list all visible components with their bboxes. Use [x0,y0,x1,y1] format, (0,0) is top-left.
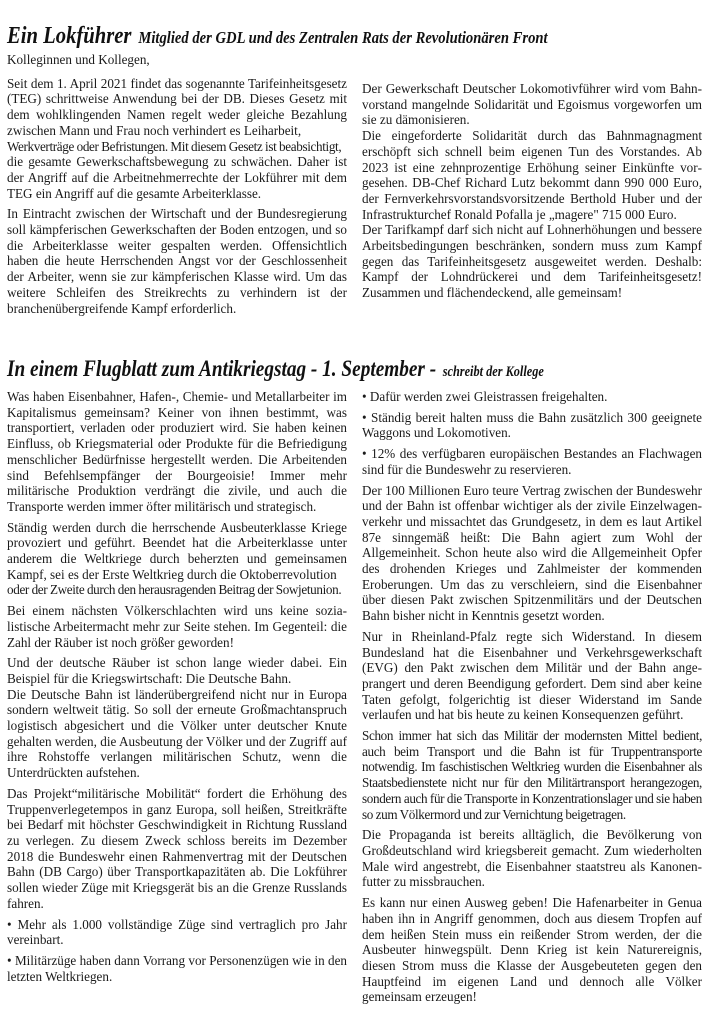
article-2-paragraph: oder der Zweite durch den herausragenden Beitrag der Sowjetunion. [7,582,342,598]
article-2-paragraph: Was haben Eisenbahner, Hafen-, Chemie- und Metallarbeiter im Kapitalismus gemeinsam? Keiner von ihnen bestimmt, was transportiert, verladen oder produziert wird. Sie haben keinen Einfluss, ob Kriegsmaterial oder Produkte für die Befriedigung menschlicher Bedürfnisse hergestellt werden. Die Arbeitenden sind Befehlsempfänger der Bourgeoisie! Immer mehr militärische Produktion verdrängt die zivile, und auch die Transporte werden immer öfter militärisch und strategisch. [7,389,347,514]
article-2-bullet-item: • Mehr als 1.000 vollständige Züge sind vertraglich pro Jahr vereinbart. [7,916,347,948]
article-2-left-column [7,389,347,989]
article-2-right-column [362,389,702,1010]
article-2-paragraph: Bei einem nächsten Völkerschlachten wird uns keine sozialistische Arbeitermacht mehr zur Seite stehen. Im Gegenteil: die Zahl der Räuber ist noch größer geworden! [7,603,347,650]
article-1-headline-subtitle: Mitglied der GDL und des Zentralen Rats der Revolutionären Front [138,28,548,47]
article-2-headline [7,347,544,384]
article-2-paragraph: Und der deutsche Räuber ist schon lange wieder dabei. Ein Beispiel für die Kriegswirtschaft: Die Deutsche Bahn. [7,655,347,686]
article-2-bullet-item: • Dafür werden zwei Gleistrassen freigehalten. [362,389,608,404]
article-2-bullet-item: • 12% des verfügbaren europäischen Bestandes an Flachwagen sind für die Bundeswehr zu reservieren. [362,446,702,477]
article-2-headline-main: In einem Flugblatt zum Antikriegstag - 1. September - [7,356,437,382]
article-2-paragraph: Der 100 Millionen Euro teure Vertrag zwischen der Bundeswehr und der Bahn ist offenbar wichtiger als der zivile Einzelwagenverkehr und missachtet das Grundgesetz, in dem es laut Artikel 87e sinngemäß heißt: Die Bahn agiert zum Wohl der Allgemeinheit. Schon heute also wird die Allgemeinheit Opfer des drohenden Krieges und Zahlmeister der kommenden Eroberungen. Um das zu verschleiern, sind die Eisenbahner über diesen Pakt zwischen Spitzenmilitärs und der Deutschen Bahn bisher nicht in Kenntnis gesetzt worden. [362,482,702,624]
article-2-headline-subtitle: schreibt der Kollege [442,364,544,380]
article-1-paragraph: Der Tarifkampf darf sich nicht auf Lohnerhöhungen und bessere Arbeitsbedingungen beschränken, sondern muss zum Kampf gegen das Tarifeinheitsgesetz ausgeweitet werden. Deshalb: Kampf der Lohndrückerei und dem Tarifeinheitsgesetz! Zusammen und flächendeckend, alle gemeinsam! [362,222,702,301]
article-2-paragraph: Es kann nur einen Ausweg geben! Die Hafenarbeiter in Genua haben ihn in Angriff genommen, doch aus diesem Tropfen auf dem heißen Stein muss ein reißender Strom werden, der die Ausbeuter hinwegspült. Denn Krieg ist kein Naturereignis, diesen Strom muss die Klasse der Ausgebeuteten gegen den Hauptfeind im eigenen Land und dennoch alle Völker gemeinsam erzeugen! [362,895,702,1005]
article-1-left-column [7,52,347,321]
article-1-paragraph: die gesamte Gewerkschaftsbewegung zu schwächen. Daher ist der Angriff auf die Arbeitnehmerrechte der Lokführer mit dem TEG ein Angriff auf die gesamte Arbeiterklasse. [7,154,347,201]
article-2-bullet-item: • Ständig bereit halten muss die Bahn zusätzlich 300 geeignete Waggons und Lokomotiven. [362,409,702,441]
article-1-paragraph: Die eingeforderte Solidarität durch das Bahnmagnagment erschöpft sich schnell beim eigenen Tun des Vorstandes. Ab 2023 ist eine zehnprozentige Erhöhung seiner Einkünfte vorgesehen. DB-Chef Richard Lutz bekommt dann 990 000 Euro, der Fernverkehrsvorstandsvorsitzende Berthold Huber und der Infrastrukturchef Ronald Pofalla je „magere" 715 000 Euro. [362,128,702,222]
article-2-paragraph: Das Projekt“militärische Mobilität“ fordert die Erhöhung des Truppenverlegetempos in ganz Europa, soll heißen, Streitkräfte bei Bedarf mit höchster Geschwindigkeit in Richtung Russland zu verlegen. Zu diesem Zweck schloss bereits im Dezember 2018 die Bundeswehr einen Rahmenvertrag mit der Deutschen Bahn (DB Cargo) über Transportkapazitäten ab. Die Lokführer sollen wieder Züge mit Kriegsgerät bis an die Grenze Russlands fahren. [7,785,347,911]
article-2-paragraph: Ständig werden durch die herrschende Ausbeuterklasse Kriege provoziert und geführt. Beendet hat die Arbeiterklasse unter anderem die Weltkriege durch beherzten und gemeinsamen Kampf, sei es der Erste Weltkrieg durch die Oktoberrevolution [7,519,347,582]
article-1-headline [7,14,548,51]
article-1-paragraph: Seit dem 1. April 2021 findet das sogenannte Tarifeinheitsgesetz (TEG) schrittweise Anwendung bei der DB. Dieses Gesetz mit dem wohlklingenden Namen regelt weder gleiche Bezahlung zwischen Mann und Frau noch verhindert es Leiharbeit, [7,75,347,138]
article-1-paragraph: Der Gewerkschaft Deutscher Lokomotivführer wird vom Bahnvorstand mangelnde Solidarität und Egoismus vorgeworfen um sie zu dämonisieren. [362,81,702,128]
article-1-greeting: Kolleginnen und Kollegen, [7,52,150,67]
article-2-paragraph: Die Propaganda ist bereits alltäglich, die Bevölkerung von Großdeutschland wird kriegsbereit gemacht. Zum wiederholten Male wird angestrebt, die Eisenbahner staatstreu als Kanonenfutter zu missbrauchen. [362,827,702,890]
article-1-paragraph: Werkverträge oder Befristungen. Mit diesem Gesetz ist beabsichtigt, [7,138,342,154]
article-2-paragraph: Die Deutsche Bahn ist länderübergreifend nicht nur in Europa sondern weltweit tätig. So soll der erneute Großmachtanspruch logistisch abgesichert und die Völker unter deutscher Knute gehalten werden, die Ausbeutung der Völker und der Zugriff auf ihre Rohstoffe verlangen militärischen Schutz, wenn die Unterdrückten aufstehen. [7,686,347,781]
article-1-right-column [362,81,702,306]
article-2-bullet-item: • Militärzüge haben dann Vorrang vor Personenzügen wie in den letzten Weltkriegen. [7,952,347,984]
article-1-paragraph: In Eintracht zwischen der Wirtschaft und der Bundesregierung soll kämpferischen Gewerkschaften der Boden entzogen, und so die Arbeiterklasse weiter gespalten werden. Offensichtlich haben die heute Herrschenden Angst vor der Geschlossenheit der Arbeiter, wenn sie zur kämpferischen Klasse wird. Um das weitere Schleifen des Streikrechts zu verhindern ist der branchenübergreifende Kampf erforderlich. [7,206,347,316]
article-1-headline-main: Ein Lokführer [7,23,132,49]
article-2-paragraph: Schon immer hat sich das Militär der modernsten Mittel bedient, auch beim Transport und die Bahn ist für Truppentransporte notwendig. Im faschistischen Weltkrieg wurden die Eisenbahner als Staatsbedienstete nicht nur für den Militärtransport herangezogen, sondern auch für die Transporte in Konzentrationslager und sie haben so zum Völkermord und zur Vernichtung beigetragen. [362,728,702,822]
article-2-paragraph: Nur in Rheinland-Pfalz regte sich Widerstand. In diesem Bundesland hat die Eisenbahner und Verkehrsgewerkschaft (EVG) den Pakt zwischen dem Militär und der Bahn angeprangert und deren Beendigung gefordert. Dem sind aber keine Taten gefolgt, folgerichtig ist dieser Widerstand im Sande verlaufen und hat bis heute zu keinen Konsequenzen geführt. [362,628,702,723]
